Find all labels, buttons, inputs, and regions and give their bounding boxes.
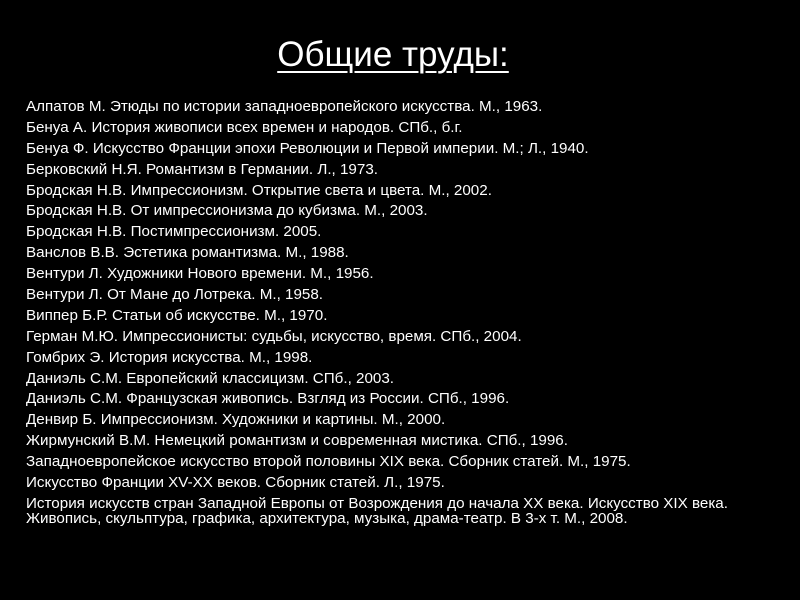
reference-item: Бродская Н.В. Постимпрессионизм. 2005. — [26, 223, 322, 241]
reference-item: Ванслов В.В. Эстетика романтизма. М., 1988. — [26, 244, 349, 262]
reference-item: Бродская Н.В. От импрессионизма до кубизма. М., 2003. — [26, 202, 428, 220]
reference-item: Бродская Н.В. Импрессионизм. Открытие света и цвета. М., 2002. — [26, 181, 492, 199]
reference-item: Вентури Л. Художники Нового времени. М., 1956. — [26, 265, 374, 283]
reference-item: Виппер Б.Р. Статьи об искусстве. М., 1970. — [26, 306, 328, 324]
reference-item: Гомбрих Э. История искусства. М., 1998. — [26, 348, 313, 366]
reference-item: Денвир Б. Импрессионизм. Художники и картины. М., 2000. — [26, 411, 446, 429]
reference-item: Берковский Н.Я. Романтизм в Германии. Л., 1973. — [26, 160, 378, 178]
reference-item: Даниэль С.М. Французская живопись. Взгляд из России. СПб., 1996. — [26, 390, 510, 408]
reference-item: Жирмунский В.М. Немецкий романтизм и современная мистика. СПб., 1996. — [26, 432, 568, 450]
reference-item: Герман М.Ю. Импрессионисты: судьбы, искусство, время. СПб., 2004. — [26, 327, 522, 345]
reference-item: История искусств стран Западной Европы от Возрождения до начала XX века. Искусство XIX века. Живопись, скульптура, графика, архитектура, музыка, драма-театр. В 3-х т. М., 2008. — [26, 494, 728, 528]
reference-item: Бенуа А. История живописи всех времен и народов. СПб., б.г. — [26, 118, 463, 136]
slide-title: Общие труды: — [277, 35, 509, 74]
reference-list — [26, 99, 784, 532]
reference-item: Вентури Л. От Мане до Лотрека. М., 1958. — [26, 286, 324, 304]
reference-item: Бенуа Ф. Искусство Франции эпохи Революции и Первой империи. М.; Л., 1940. — [26, 139, 589, 157]
reference-item: Западноевропейское искусство второй половины XIX века. Сборник статей. М., 1975. — [26, 453, 631, 471]
reference-item: Даниэль С.М. Европейский классицизм. СПб., 2003. — [26, 369, 395, 387]
reference-item: Искусство Франции XV-XX веков. Сборник статей. Л., 1975. — [26, 474, 445, 492]
reference-item: Алпатов М. Этюды по истории западноевропейского искусства. М., 1963. — [26, 98, 543, 115]
